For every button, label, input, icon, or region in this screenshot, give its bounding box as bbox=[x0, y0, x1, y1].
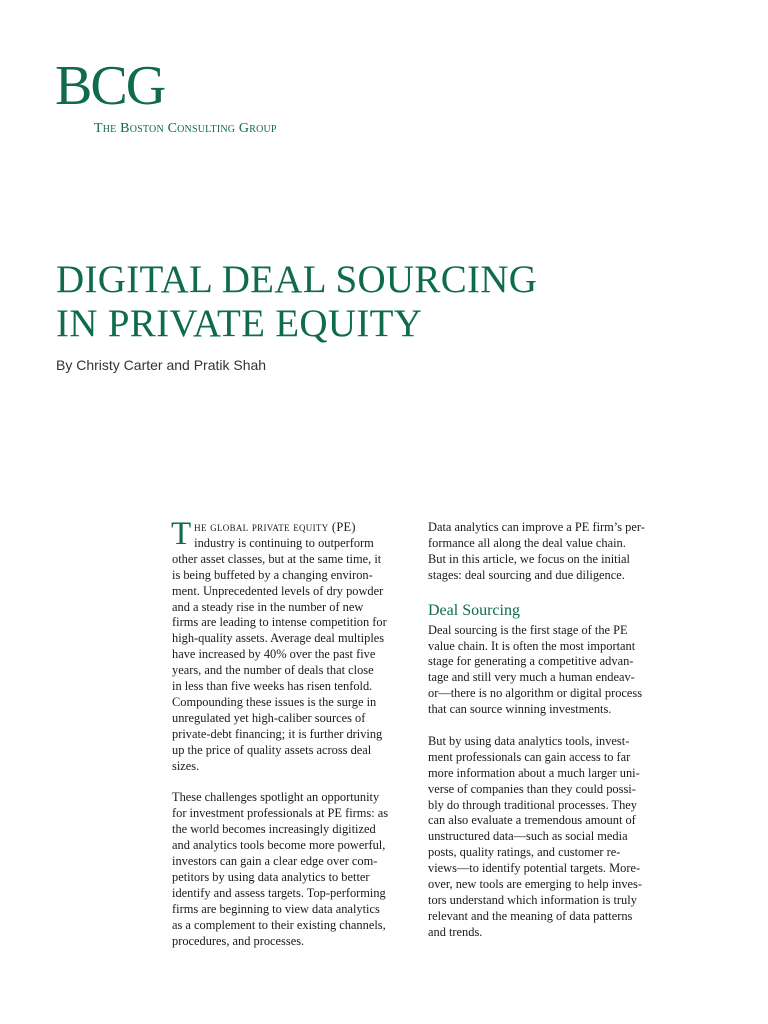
right-paragraph-1 bbox=[428, 520, 673, 584]
text-line: have increased by 40% over the past five bbox=[172, 647, 376, 662]
text-line: for investment professionals at PE firms: as bbox=[172, 806, 389, 821]
text-line: These challenges spotlight an opportunity bbox=[172, 790, 380, 805]
title-line-2: IN PRIVATE EQUITY bbox=[56, 302, 423, 345]
section-heading-deal-sourcing: Deal Sourcing bbox=[428, 601, 520, 619]
text-line: bly do through traditional processes. They bbox=[428, 797, 637, 812]
text-line: high-quality assets. Average deal multiples bbox=[172, 631, 385, 646]
text-line: posts, quality ratings, and customer re- bbox=[428, 845, 621, 860]
text-line: and trends. bbox=[428, 924, 483, 939]
text-line: views—to identify potential targets. More- bbox=[428, 861, 641, 876]
text-line: value chain. It is often the most important bbox=[428, 638, 636, 653]
text-line: But in this article, we focus on the initial bbox=[428, 551, 630, 566]
text-line: ment. Unprecedented levels of dry powder bbox=[172, 583, 384, 598]
bcg-logo: BCG bbox=[55, 55, 165, 117]
text-line: more information about a much larger uni- bbox=[428, 765, 640, 780]
text-line: Compounding these issues is the surge in bbox=[172, 694, 377, 709]
text-line: and analytics tools become more powerful, bbox=[172, 838, 386, 853]
text-line: petitors by using data analytics to better bbox=[172, 869, 370, 884]
text-line: other asset classes, but at the same time, it bbox=[172, 551, 382, 566]
right-column bbox=[428, 520, 673, 941]
text-line: in less than five weeks has risen tenfold. bbox=[172, 679, 373, 694]
text-line: formance all along the deal value chain. bbox=[428, 535, 626, 550]
text-line: identify and assess targets. Top-performing bbox=[172, 885, 386, 900]
drop-cap: T bbox=[171, 516, 192, 552]
text-line: can also evaluate a tremendous amount of bbox=[428, 813, 636, 828]
text-line: as a complement to their existing channels, bbox=[172, 917, 386, 932]
page-title bbox=[56, 258, 537, 346]
text-line: and a steady rise in the number of new bbox=[172, 599, 364, 614]
text-line: investors can gain a clear edge over com- bbox=[172, 854, 378, 869]
text-line: ment professionals can gain access to far bbox=[428, 749, 631, 764]
left-column bbox=[171, 516, 418, 949]
right-paragraph-3 bbox=[428, 734, 673, 941]
text-line: sizes. bbox=[172, 758, 200, 773]
text-line: unregulated yet high-caliber sources of bbox=[172, 710, 366, 725]
text-line: stages: deal sourcing and due diligence. bbox=[428, 567, 625, 582]
text-line: private-debt financing; it is further driving bbox=[172, 726, 383, 741]
text-line: relevant and the meaning of data patterns bbox=[428, 908, 633, 923]
text-line: Deal sourcing is the first stage of the PE bbox=[428, 622, 628, 637]
text-line: firms are beginning to view data analytics bbox=[172, 901, 380, 916]
text-line: tage and still very much a human endeav- bbox=[428, 670, 635, 685]
text-line: procedures, and processes. bbox=[172, 933, 305, 948]
text-line: But by using data analytics tools, invest- bbox=[428, 733, 630, 748]
text-line: unstructured data—such as social media bbox=[428, 829, 628, 844]
text-line: is being buffeted by a changing environ- bbox=[172, 567, 373, 582]
text-line: tors understand which information is truly bbox=[428, 893, 637, 908]
company-tagline: The Boston Consulting Group bbox=[94, 121, 277, 136]
author-byline: By Christy Carter and Pratik Shah bbox=[56, 357, 267, 373]
text-line: over, new tools are emerging to help inves- bbox=[428, 877, 642, 892]
text-line: or—there is no algorithm or digital process bbox=[428, 686, 643, 701]
title-line-1: DIGITAL DEAL SOURCING bbox=[56, 258, 538, 301]
text-line: stage for generating a competitive advan- bbox=[428, 654, 634, 669]
lead-caps-text: he global private equity (PE) bbox=[194, 520, 356, 534]
text-line: industry is continuing to outperform bbox=[194, 535, 374, 550]
left-paragraph-2 bbox=[172, 790, 418, 949]
text-line: the world becomes increasingly digitized bbox=[172, 822, 376, 837]
right-paragraph-2 bbox=[428, 623, 673, 718]
text-line: verse of companies than they could possi- bbox=[428, 781, 636, 796]
text-line: Data analytics can improve a PE firm’s per- bbox=[428, 520, 645, 534]
text-line: up the price of quality assets across deal bbox=[172, 742, 372, 757]
text-line: years, and the number of deals that close bbox=[172, 663, 374, 678]
text-line: firms are leading to intense competition for bbox=[172, 615, 387, 630]
text-line: that can source winning investments. bbox=[428, 702, 612, 717]
left-paragraph-1 bbox=[172, 536, 418, 775]
